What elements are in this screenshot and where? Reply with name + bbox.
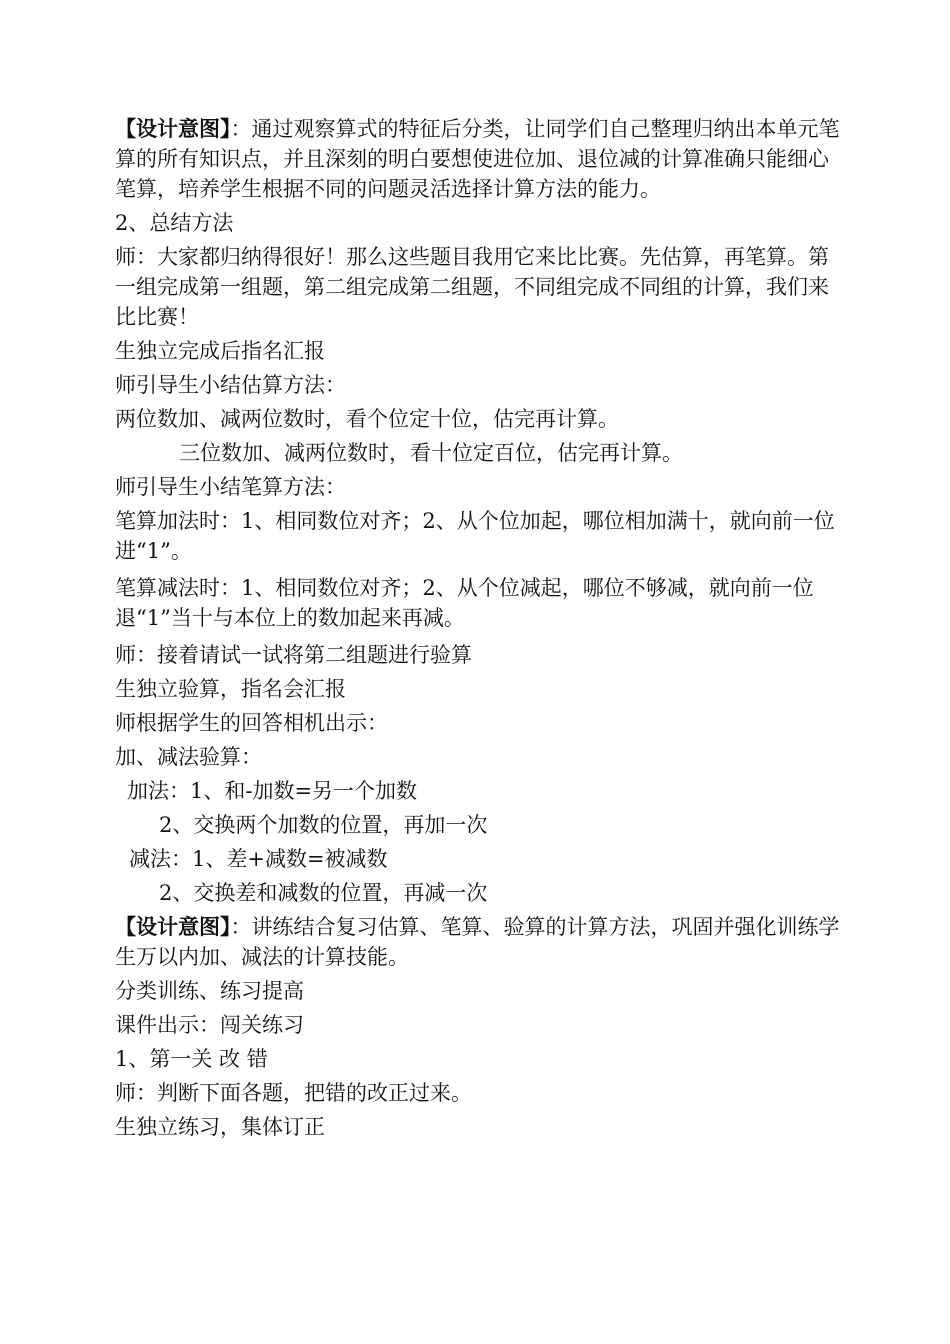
teacher-show-line: 师根据学生的回答相机出示：	[115, 711, 388, 735]
level-one-heading: 1、第一关 改 错	[115, 1047, 268, 1071]
written-calc-summary-intro: 师引导生小结笔算方法：	[115, 475, 346, 499]
subtraction-verify-rule-1: 减法：1、差+减数=被减数	[129, 847, 388, 871]
design-intent-text-2: ：讲练结合复习估算、笔算、验算的计算方法，巩固并强化训练学生万以内加、减法的计算技能。	[115, 915, 840, 969]
subtraction-verify-rule-2: 2、交换差和减数的位置，再减一次	[159, 881, 488, 905]
design-intent-tag-2: 【设计意图】	[115, 914, 231, 939]
teacher-judge-line: 师：判断下面各题，把错的改正过来。	[115, 1081, 472, 1105]
design-intent-paragraph-1	[115, 114, 840, 204]
teacher-line-competition: 师：大家都归纳得很好！那么这些题目我用它来比比赛。先估算，再笔算。第一组完成第一组题，第二组完成第二组题，不同组完成不同组的计算，我们来比比赛！	[115, 245, 829, 329]
written-subtraction-rule: 笔算减法时：1、相同数位对齐；2、从个位减起，哪位不够减，就向前一位退“1”当十与本位上的数加起来再减。	[115, 576, 814, 630]
document-body	[115, 114, 840, 1142]
section-heading-summary-method: 2、总结方法	[115, 211, 234, 235]
design-intent-tag: 【设计意图】	[115, 116, 231, 141]
courseware-line: 课件出示：闯关练习	[115, 1013, 304, 1037]
written-addition-rule: 笔算加法时：1、相同数位对齐；2、从个位加起，哪位相加满十，就向前一位进“1”。	[115, 509, 835, 563]
design-intent-paragraph-2	[115, 912, 840, 972]
estimation-rule-two-digit: 两位数加、减两位数时，看个位定十位，估完再计算。	[115, 407, 619, 431]
student-verify-line: 生独立验算，指名会汇报	[115, 677, 346, 701]
teacher-line-verify: 师：接着请试一试将第二组题进行验算	[115, 643, 472, 667]
estimation-rule-three-digit: 三位数加、减两位数时，看十位定百位，估完再计算。	[179, 441, 683, 465]
addition-verify-rule-2: 2、交换两个加数的位置，再加一次	[159, 813, 488, 837]
estimation-summary-intro: 师引导生小结估算方法：	[115, 373, 346, 397]
student-practice-line: 生独立练习，集体订正	[115, 1115, 325, 1139]
verify-methods-heading: 加、减法验算：	[115, 745, 262, 769]
addition-verify-rule-1: 加法：1、和-加数=另一个加数	[127, 779, 418, 803]
design-intent-text: ：通过观察算式的特征后分类，让同学们自己整理归纳出本单元笔算的所有知识点，并且深刻的明白要想使进位加、退位减的计算准确只能细心笔算，培养学生根据不同的问题灵活选择计算方法的能力。	[115, 117, 840, 201]
student-report-line: 生独立完成后指名汇报	[115, 339, 325, 363]
section-heading-practice: 分类训练、练习提高	[115, 979, 304, 1003]
